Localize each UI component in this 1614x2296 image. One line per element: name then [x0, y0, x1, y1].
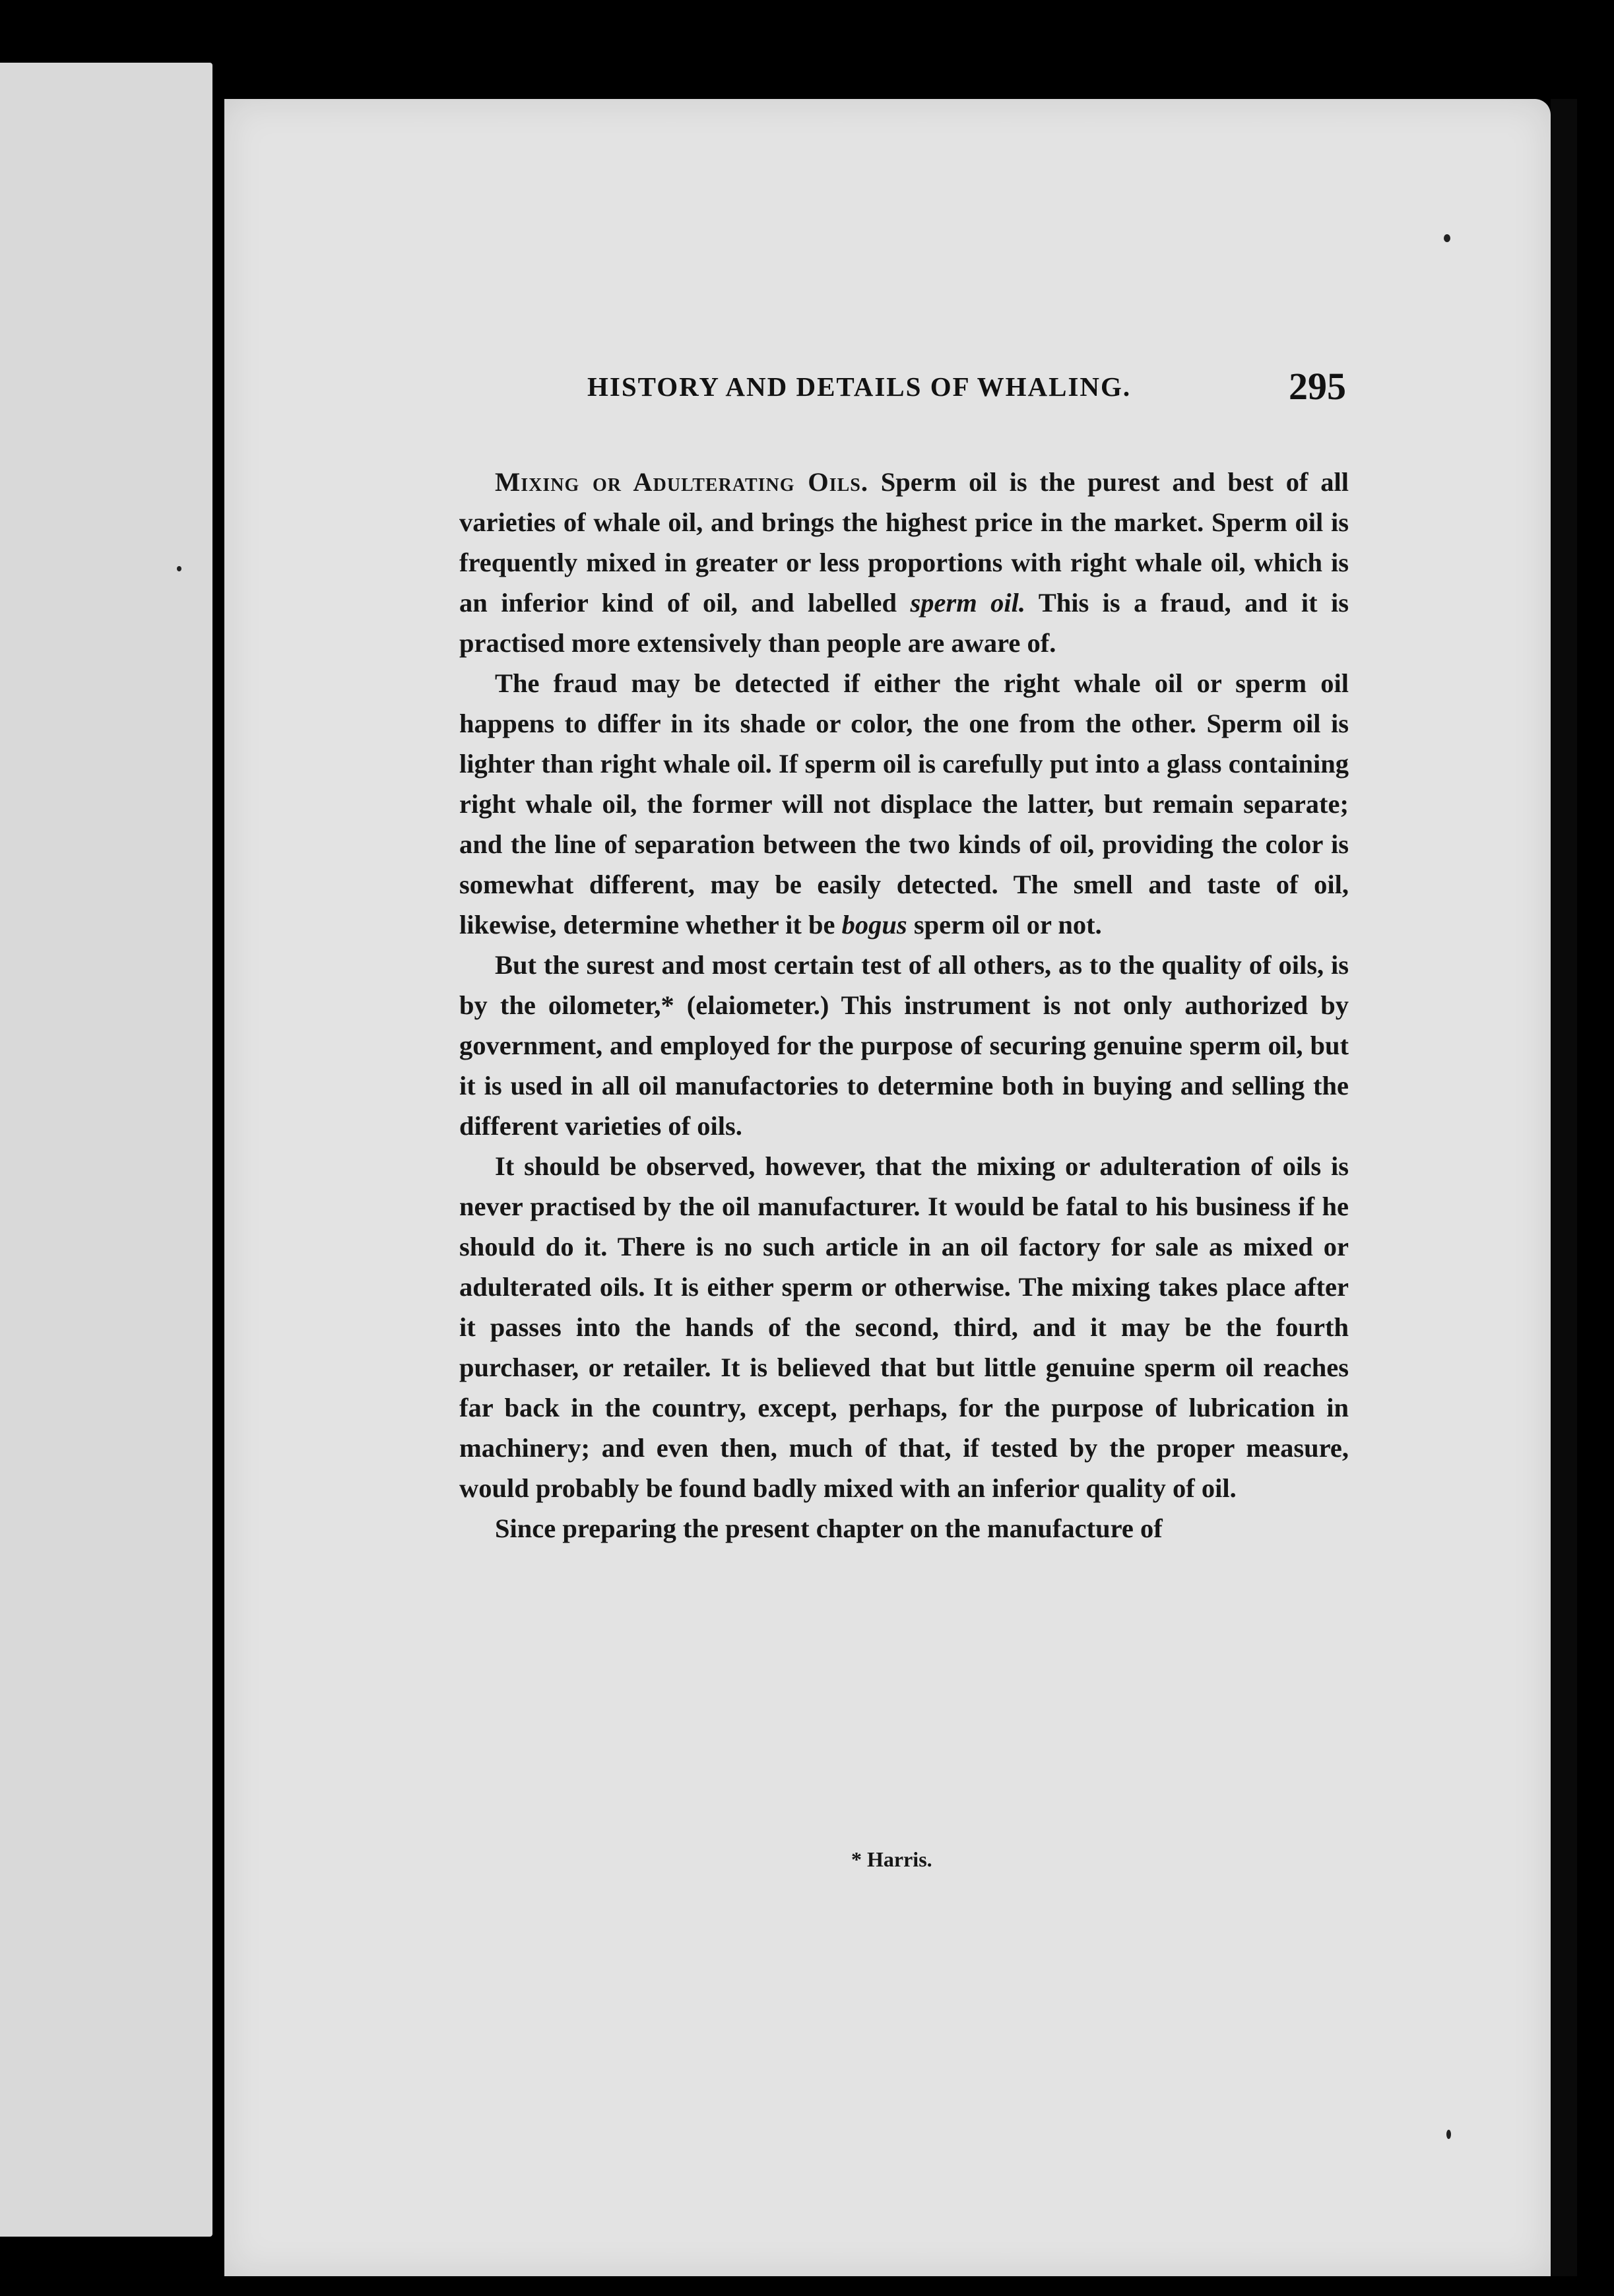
ink-speck: [177, 566, 181, 571]
paragraph: [459, 462, 1349, 663]
paragraph: But the surest and most certain test of all others, as to the quality of oils, is by the oilometer,* (elaiometer.) This instrument is not only authorized by government, and employed for the purpose of securing genuine sperm oil, but it is used in all oil manufactories to determine both in buying and selling the different varieties of oils.: [459, 950, 1349, 1141]
paragraph-text: This is a fraud, and it is practised more extensively than people are aware of.: [459, 588, 1349, 658]
paragraph: Since preparing the present chapter on the manufacture of: [495, 1514, 1163, 1543]
running-head: [462, 364, 1346, 417]
page-edge-shadow: [1551, 99, 1577, 2276]
page-number: 295: [1289, 365, 1346, 408]
ink-speck: [1444, 234, 1450, 242]
ink-speck: [1446, 2130, 1451, 2139]
facing-page-edge: [0, 63, 212, 2237]
body-text: [459, 462, 1349, 1548]
paragraph-text: The fraud may be detected if either the right whale oil or sperm oil happens to differ in its shade or color, the one from the other. Sperm oil is lighter than right whale oil. If sperm oil is carefully put into a glass containing right whale oil, the former will not displace the latter, but remain separate; and the line of separation between the two kinds of oil, providing the color is somewhat different, may be easily detected. The smell and taste of oil, likewise, determine whether it be: [459, 668, 1349, 940]
running-head-title: HISTORY AND DETAILS OF WHALING.: [587, 371, 1132, 402]
paragraph: [459, 663, 1349, 945]
paragraph-text: Sperm oil is the purest and best of all varieties of whale oil, and brings the highest price in the market. Sperm oil is frequently mixed in greater or less proportions with right whale oil, which is an inferior kind of oil, and labelled: [459, 467, 1349, 618]
paragraph-text: sperm oil or not.: [907, 910, 1102, 940]
paragraph: It should be observed, however, that the mixing or adulteration of oils is never practised by the oil manufacturer. It would be fatal to his business if he should do it. There is no such article in an oil factory for sale as mixed or adulterated oils. It is either sperm or otherwise. The mixing takes place after it passes into the hands of the second, third, and it may be the fourth purchaser, or retailer. It is believed that but little genuine sperm oil reaches far back in the country, except, perhaps, for the purpose of lubrication in machinery; and even then, much of that, if tested by the proper measure, would probably be found badly mixed with an inferior quality of oil.: [459, 1151, 1349, 1503]
book-gutter: [212, 0, 224, 2296]
italic-term: sperm oil.: [910, 588, 1026, 618]
section-lead-heading: Mixing or Adulterating Oils.: [495, 467, 869, 497]
footnote: * Harris.: [851, 1847, 932, 1871]
italic-term: bogus: [841, 910, 907, 940]
